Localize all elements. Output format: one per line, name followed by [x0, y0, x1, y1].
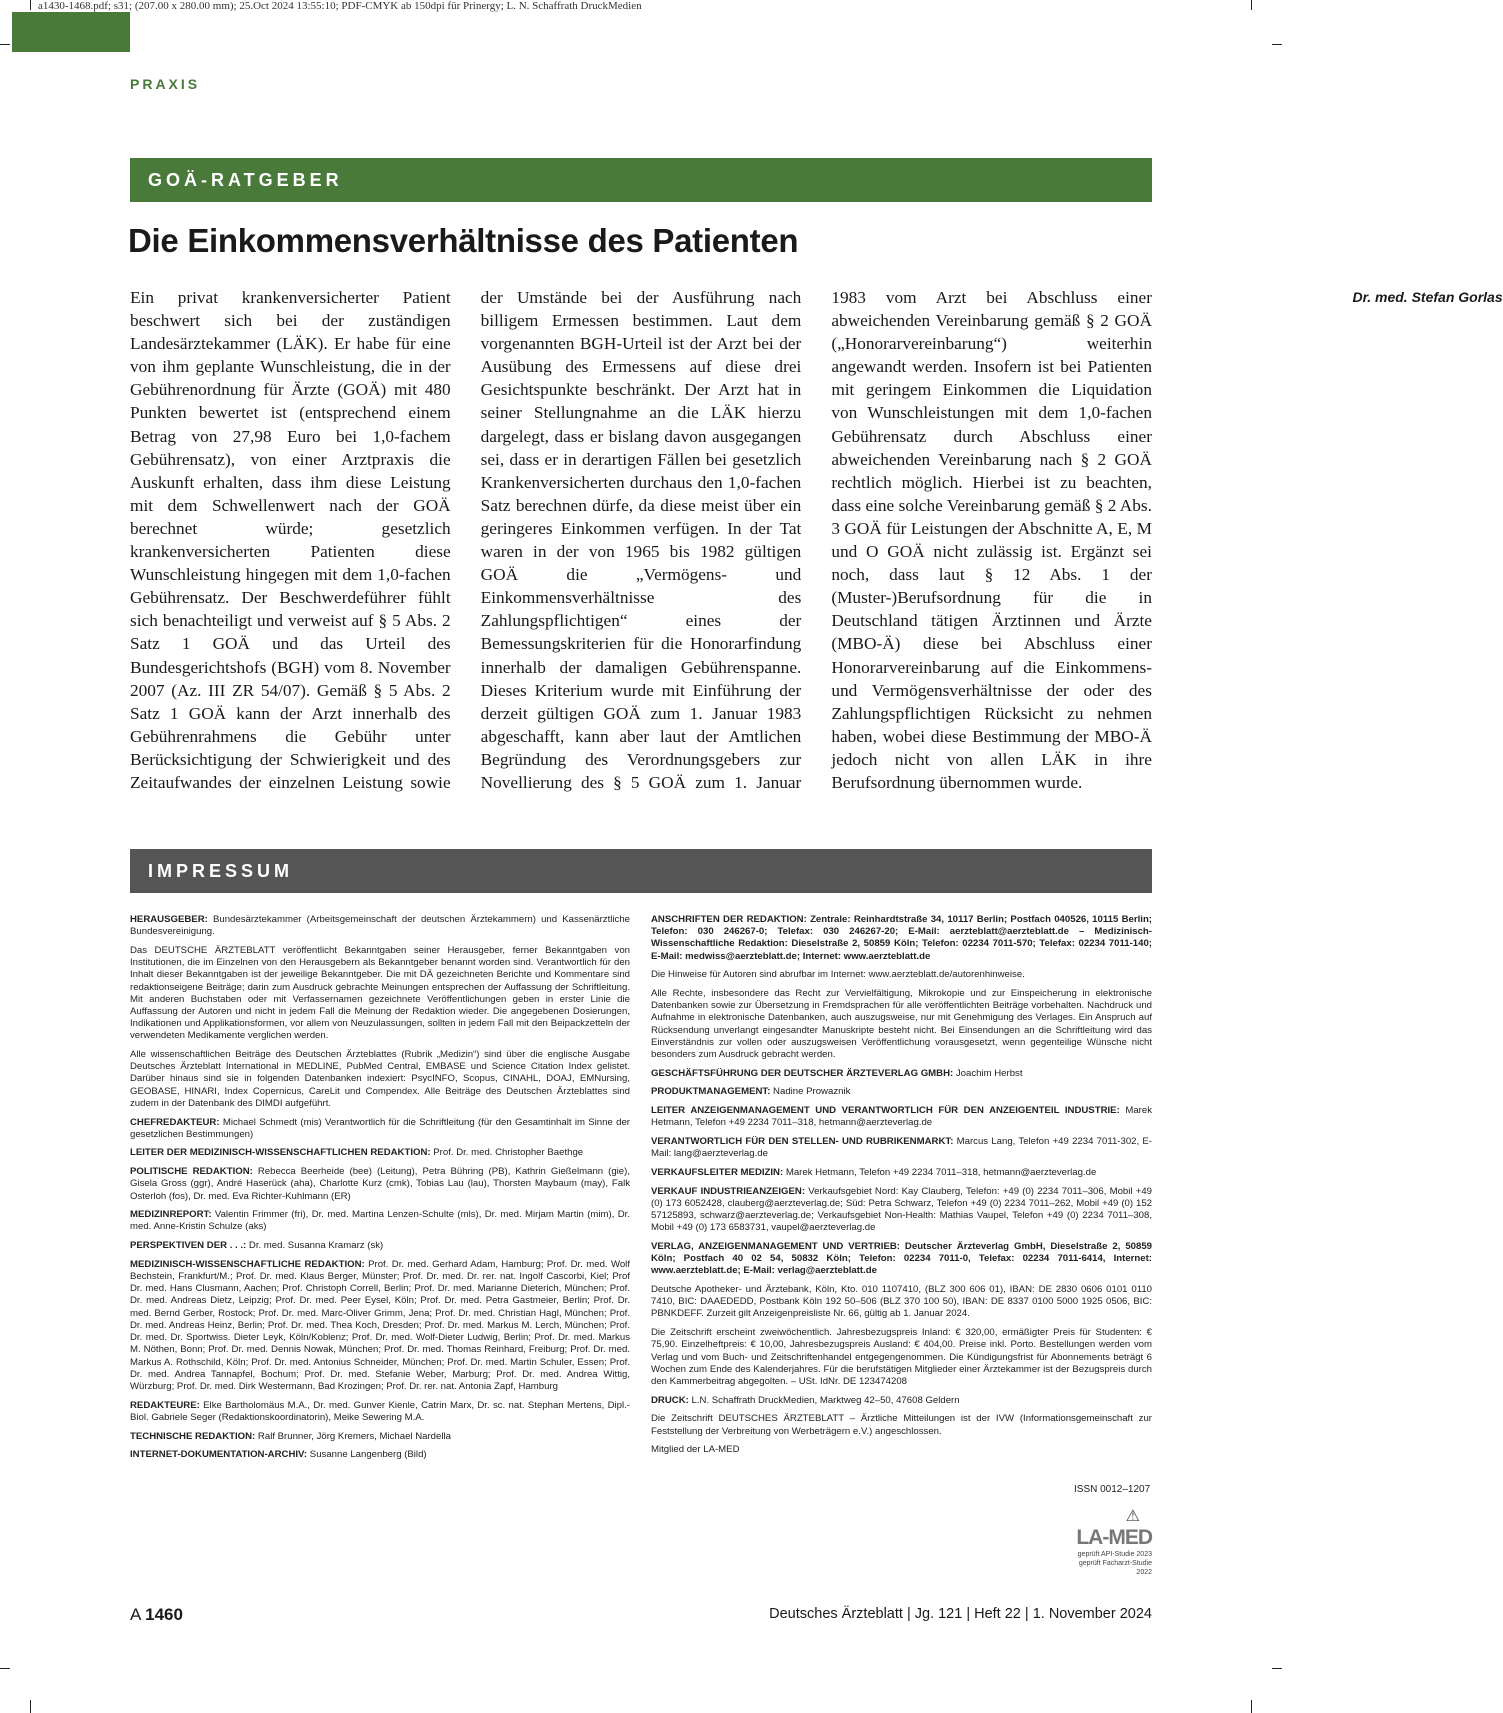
impressum-entry — [651, 1167, 1152, 1179]
impressum-key: VERKAUF INDUSTRIEANZEIGEN: — [651, 1185, 806, 1197]
section-color-tab — [12, 12, 130, 52]
impressum-entry — [130, 1209, 630, 1233]
impressum-text: Elke Bartholomäus M.A., Dr. med. Gunver Kienle, Catrin Marx, Dr. sc. nat. Stephan Mertens, Dipl.-Biol. Gabriele Seger (Redaktionskoordinatorin), Meike Sewering M.A. — [130, 1399, 630, 1423]
page-number-value: 1460 — [145, 1605, 183, 1624]
impressum-entry — [130, 1240, 630, 1252]
impressum-entry — [651, 1086, 1152, 1098]
impressum-text: Prof. Dr. med. Christopher Baethge — [430, 1147, 584, 1159]
impressum-text: Prof. Dr. med. Gerhard Adam, Hamburg; Prof. Dr. med. Wolf Bechstein, Frankfurt/M.; Prof. Dr. med. Klaus Berger, Münster; Prof. Dr. med. Dr. rer. nat. Ingolf Cascorbi, Kiel; Prof Dr. med. Hans Clusmann, Aachen; Prof. Christoph Correll, Berlin; Prof. Dr. med. Marianne Dieterich, München; Prof. Dr. med. Andreas Dietz, Leipzig; Prof. Dr. med. Peer Eysel, Köln; Prof. Dr. med. Petra Gastmeier, Berlin; Prof. Dr. med. Bernd Gerber, Rostock; Prof. Dr. med. Marc-Oliver Grimm, Jena; Prof. Dr. med. Christian Hagl, München; Prof. Dr. med. Andreas Heinz, Berlin; Prof. Dr. med. Thea Koch, Dresden; Prof. Dr. med. Markus M. Lerch, München; Prof. Dr. med. Dr. Sportwiss. Dieter Leyk, Köln/Koblenz; Prof. Dr. med. Wolf-Dieter Ludwig, Berlin; Prof. Dr. med. Markus M. Nöthen, Bonn; Prof. Dr. med. Dennis Nowak, München; Prof. Dr. med. Thomas Reinhard, Freiburg; Prof. Dr. med. Markus A. Rothschild, Köln; Prof. Dr. med. Antonius Schneider, München; Prof. Dr. med. Martin Schuler, Essen; Prof. Dr. med. Andrea Tannapfel, Bochum; Prof. Dr. med. Stefanie Weber, Marburg; Prof. Dr. med. Andrea Wittig, Würzburg; Prof. Dr. med. Dirk Westermann, Bad Krozingen; Prof. Dr. rer. nat. Antonia Zapf, Hamburg — [130, 1258, 630, 1392]
impressum-text: Bundesärztekammer (Arbeitsgemeinschaft der deutschen Ärztekammern) und Kassenärztliche Bundesvereinigung. — [130, 914, 630, 938]
impressum-text: Marek Hetmann, Telefon +49 2234 7011–318, hetmann@aerzteverlag.de — [783, 1166, 1097, 1178]
article-body — [130, 286, 1503, 796]
impressum-text: Valentin Frimmer (fri), Dr. med. Martina Lenzen-Schulte (mls), Dr. med. Mirjam Martin (mim), Dr. med. Anne-Kristin Schulze (aks) — [130, 1209, 630, 1233]
impressum-key: CHEFREDAKTEUR: — [130, 1116, 220, 1128]
impressum-text: Marcus Lang, Telefon +49 2234 7011-302, E-Mail: lang@aerzteverlag.de — [651, 1136, 1152, 1160]
impressum-key: DRUCK: — [651, 1394, 689, 1406]
impressum-entry — [130, 914, 630, 938]
impressum-text: Susanne Langenberg (Bild) — [307, 1449, 427, 1461]
impressum-entry — [130, 1147, 630, 1159]
journal-line: Deutsches Ärzteblatt | Jg. 121 | Heft 22 | 1. November 2024 — [769, 1606, 1152, 1622]
impressum-entry — [651, 1284, 1152, 1321]
impressum-entry — [130, 1117, 630, 1141]
article-headline: Die Einkommensverhältnisse des Patienten — [128, 222, 799, 259]
impressum-entry — [130, 1166, 630, 1203]
la-med-sub-1: geprüft API-Studie 2023 — [1077, 1551, 1152, 1558]
impressum-text: Die Zeitschrift DEUTSCHES ÄRZTEBLATT – Ärztliche Mitteilungen ist der IVW (Informationsgemeinschaft zur Feststellung der Verbreitung von Werbeträgern e.V.) angeschlossen. — [651, 1413, 1152, 1437]
impressum-key: GESCHÄFTSFÜHRUNG DER DEUTSCHER ÄRZTEVERLAG GMBH: — [651, 1067, 954, 1079]
impressum-entry — [651, 1241, 1152, 1278]
impressum-entry — [651, 1105, 1152, 1129]
crop-mark — [1272, 44, 1282, 45]
impressum-text: Die Hinweise für Autoren sind abrufbar im Internet: www.aerzteblatt.de/autorenhinweise. — [651, 969, 1025, 981]
impressum-key: TECHNISCHE REDAKTION: — [130, 1430, 256, 1442]
crop-mark — [30, 0, 31, 10]
impressum-entry — [130, 1259, 630, 1393]
issn: ISSN 0012–1207 — [1074, 1484, 1151, 1495]
impressum-entry — [651, 988, 1152, 1061]
impressum-key: PRODUKTMANAGEMENT: — [651, 1086, 771, 1098]
impressum-entry — [130, 1431, 630, 1443]
impressum-right-column — [651, 914, 1152, 1463]
crop-mark — [1272, 1668, 1282, 1669]
impressum-key: LEITER DER MEDIZINISCH-WISSENSCHAFTLICHEN REDAKTION: — [130, 1147, 431, 1159]
impressum-key: HERAUSGEBER: — [130, 914, 208, 925]
impressum-text: Die Zeitschrift erscheint zweiwöchentlich. Jahresbezugspreis Inland: € 320,00, ermäßigter Preis für Studenten: € 75,90. Einzelheftpreis: € 10,00, Jahresbezugspreis Ausland: € 404,00. Preise inkl. Porto. Bestellungen werden vom Verlag und vom Buch- und Zeitschriftenhandel entgegengenommen. Die Kündigungsfrist für Abonnements beträgt 6 Wochen zum Ende des Kalenderjahres. Für die berufstätigen Mitglieder einer Ärztekammer ist der Bezugspreis durch den Kammerbeitrag abgegolten. – USt. IdNr. DE 123474208 — [651, 1327, 1152, 1387]
impressum-text: Marek Hetmann, Telefon +49 2234 7011–318, hetmann@aerzteverlag.de — [651, 1105, 1152, 1129]
impressum-text: Rebecca Beerheide (bee) (Leitung), Petra Bühring (PB), Kathrin Gießelmann (gie), Gisela Gross (ggr), André Haserück (aha), Charlotte Kurz (cmk), Tobias Lau (lau), Thorsten Maybaum (may), Falk Osterloh (fos), Dr. med. Eva Richter-Kuhlmann (ER) — [130, 1166, 630, 1202]
impressum-entry — [651, 1136, 1152, 1160]
la-med-seal — [1070, 1506, 1152, 1576]
article-text: Ein privat krankenversicherter Patient beschwert sich bei der zuständigen Landesärztekammer (LÄK). Er habe für eine von ihm geplante Wunschleistung, die in der Gebührenordnung für Ärzte (GOÄ) mit 480 Punkten bewertet ist (entsprechend einem Betrag von 27,98 Euro bei 1,0-fachem Gebührensatz), von einer Arztpraxis die Auskunft erhalten, dass ihm diese Leistung mit dem Schwellenwert nach der GOÄ berechnet würde; gesetzlich krankenversicherten Patienten diese Wunschleistung hingegen mit dem 1,0-fachen Gebührensatz. Der Beschwerdeführer fühlt sich benachteiligt und verweist auf § 5 Abs. 2 Satz 1 GOÄ und das Urteil des Bundesgerichtshofs (BGH) vom 8. November 2007 (Az. III ZR 54/07). Gemäß § 5 Abs. 2 Satz 1 GOÄ kann der Arzt innerhalb des Gebührenrahmens die Gebühr unter Berücksichtigung der Schwierigkeit und des Zeitaufwandes der einzelnen Leistung sowie der Umstände bei der Ausführung nach billigem Ermessen bestimmen. Laut dem vorgenannten BGH-Urteil ist der Arzt bei der Ausübung des Ermessens auf diese drei Gesichtspunkte beschränkt. Der Arzt hat in seiner Stellungnahme an die LÄK hierzu dargelegt, dass er bislang davon ausgegangen sei, dass er in derartigen Fällen bei gesetzlich Krankenversicherten durchaus den 1,0-fachen Satz berechnen dürfe, da diese meist über ein geringeres Einkommen verfügen. In der Tat waren in der von 1965 bis 1982 gültigen GOÄ die „Vermögens- und Einkommensverhältnisse des Zahlungspflichtigen“ eines der Bemessungskriterien für die Honorarfindung innerhalb der damaligen Gebührenspanne. Dieses Kriterium wurde mit Einführung der derzeit gültigen GOÄ zum 1. Januar 1983 abgeschafft, kann aber laut der Amtlichen Begründung des Verordnungsgebers zur Novellierung des § 5 GOÄ zum 1. Januar 1983 vom Arzt bei Abschluss einer abweichenden Vereinbarung gemäß § 2 GOÄ („Honorarvereinbarung“) weiterhin angewandt werden. Insofern ist bei Patienten mit geringem Einkommen die Liquidation von Wunschleistungen mit dem 1,0-fachen Gebührensatz durch Abschluss einer abweichenden Vereinbarung nach § 2 GOÄ rechtlich möglich. Hierbei ist zu beachten, dass eine solche Vereinbarung gemäß § 2 Abs. 3 GOÄ für Leistungen der Abschnitte A, E, M und O GOÄ nicht zulässig ist. Ergänzt sei noch, dass laut § 12 Abs. 1 der (Muster-)Berufsordnung für die in Deutschland tätigen Ärztinnen und Ärzte (MBO-Ä) diese bei Abschluss einer Honorarvereinbarung auf die Einkommens- und Vermögensverhältnisse der oder des Zahlungspflichtigen Rücksicht zu nehmen haben, wobei diese Bestimmung der MBO-Ä jedoch nicht von allen LÄK in ihre Berufsordnung übernommen wurde. — [130, 288, 1152, 792]
impressum-text: Verkaufsgebiet Nord: Kay Clauberg, Telefon: +49 (0) 2234 7011–306, Mobil +49 (0) 173 6052428, clauberg@aerzteverlag.de; Süd: Petra Schwarz, Telefon +49 (0) 2234 7011–262, Mobil +49 (0) 152 57125893, schwarz@aerzteverlag.de; Verkaufsgebiet Non-Health: Mathias Vaupel, Telefon +49 (0) 2234 7011–308, Mobil +49 (0) 173 6583731, vaupel@aerzteverlag.de — [651, 1185, 1152, 1234]
impressum-entry — [130, 945, 630, 1043]
impressum-key: MEDIZINREPORT: — [130, 1209, 212, 1221]
impressum-key: REDAKTEURE: — [130, 1399, 200, 1411]
impressum-band: IMPRESSUM — [130, 849, 1152, 893]
impressum-key: INTERNET-DOKUMENTATION-ARCHIV: — [130, 1449, 308, 1461]
impressum-key: LEITER ANZEIGENMANAGEMENT UND VERANTWORTLICH FÜR DEN ANZEIGENTEIL INDUSTRIE: — [651, 1105, 1120, 1117]
impressum-key: POLITISCHE REDAKTION: — [130, 1166, 253, 1178]
impressum-text: Nadine Prowaznik — [770, 1086, 851, 1098]
impressum-entry — [651, 1444, 1152, 1456]
impressum-entry — [651, 969, 1152, 981]
impressum-entry — [651, 1186, 1152, 1235]
print-slug: a1430-1468.pdf; s31; (207.00 x 280.00 mm); 25.Oct 2024 13:55:10; PDF-CMYK ab 150dpi für Prinergy; L. N. Schaffrath DruckMedien — [38, 0, 642, 12]
impressum-entry — [651, 1395, 1152, 1407]
impressum-key: VERLAG, ANZEIGENMANAGEMENT UND VERTRIEB: Deutscher Ärzteverlag GmbH, Dieselstraße 2, 50859 Köln; Postfach 40 02 54, 50832 Köln; Telefon: 02234 7011-0, Telefax: 02234 7011-6414, Internet: www.aerzteblatt.de; E-Mail: verlag@aerzteblatt.de — [651, 1240, 1152, 1277]
page-prefix: A — [130, 1605, 141, 1624]
warning-triangle-icon: ⚠ — [1125, 1508, 1140, 1525]
article-author: Dr. med. Stefan Gorlas — [1352, 289, 1503, 305]
impressum-text: Ralf Brunner, Jörg Kremers, Michael Nardella — [255, 1430, 451, 1442]
impressum-key: VERANTWORTLICH FÜR DEN STELLEN- UND RUBRIKENMARKT: — [651, 1136, 954, 1148]
impressum-entry — [651, 914, 1152, 963]
impressum-entry — [130, 1449, 630, 1461]
impressum-text: Mitglied der LA-MED — [651, 1444, 740, 1456]
rubric-band: GOÄ-RATGEBER — [130, 158, 1152, 202]
impressum-key: MEDIZINISCH-WISSENSCHAFTLICHE REDAKTION: — [130, 1258, 365, 1270]
impressum-text: Alle wissenschaftlichen Beiträge des Deutschen Ärzteblattes (Rubrik „Medizin“) sind über die englische Ausgabe Deutsches Ärzteblatt International in MEDLINE, PubMed Central, EMBASE und Science Citation Index gelistet. Darüber hinaus sind sie in folgenden Datenbanken indexiert: PsycINFO, Scopus, CINAHL, DOAJ, EMNursing, GEOBASE, HINARI, Index Copernicus, CareLit und Compendex. Alle Beiträge des Deutschen Ärzteblattes sind zudem in der Datenbank des DIMDI aufgeführt. — [130, 1049, 630, 1109]
impressum-text: Deutsche Apotheker- und Ärztebank, Köln, Kto. 010 1107410, (BLZ 300 606 01), IBAN: DE 2830 0606 0101 0110 7410, BIC: DAAEDEDD, Postbank Köln 192 50–506 (BLZ 370 100 50), IBAN: DE 8337 0100 5000 1925 0506, BIC: PBNKDEFF. Zurzeit gilt Anzeigenpreisliste Nr. 66, gültig ab 1. Januar 2024. — [651, 1284, 1152, 1320]
impressum-text: Michael Schmedt (mis) Verantwortlich für die Schriftleitung (für den Gesamtinhalt im Sinne der gesetzlichen Bestimmungen) — [130, 1116, 630, 1140]
section-label: PRAXIS — [130, 76, 201, 92]
la-med-logo: LA-MED — [1076, 1526, 1152, 1549]
impressum-entry — [651, 1327, 1152, 1388]
impressum-entry — [130, 1400, 630, 1424]
impressum-key: VERKAUFSLEITER MEDIZIN: — [651, 1166, 784, 1178]
impressum-text: L.N. Schaffrath DruckMedien, Marktweg 42–50, 47608 Geldern — [688, 1394, 960, 1406]
la-med-sub-2: geprüft Facharzt-Studie 2022 — [1078, 1560, 1152, 1576]
impressum-entry — [651, 1068, 1152, 1080]
impressum-text: Das DEUTSCHE ÄRZTEBLATT veröffentlicht Bekanntgaben seiner Herausgeber, ferner Bekanntgaben von Institutionen, die im Einzelnen von den Herausgebern als Bekanntgeber benannt worden sind. Verantwortlich für den Inhalt dieser Bekanntgaben ist der jeweilige Bekanntgeber. Die mit DÄ gezeichneten Berichte und Kommentare sind redaktionseigene Beiträge; darin zum Ausdruck gebrachte Meinungen entsprechen der Auffassung der Schriftleitung. Mit anderen Buchstaben oder mit Verfassernamen gezeichnete Veröffentlichungen geben in erster Linie die Auffassung der Autoren und nicht in jedem Fall die Meinung der Redaktion wieder. Die angegebenen Dosierungen, Indikationen und Applikationsformen, vor allem von Neuzulassungen, sollten in jedem Fall mit den Beipackzetteln der verwendeten Medikamente verglichen werden. — [130, 944, 630, 1042]
impressum-key: ANSCHRIFTEN DER REDAKTION: Zentrale: Reinhardtstraße 34, 10117 Berlin; Postfach 040526, 10115 Berlin; Telefon: 030 246267-0; Telefax: 030 246267-20; E-Mail: aerzteblatt@aerzteblatt.de – Medizinisch-Wissenschaftliche Redaktion: Dieselstraße 2, 50859 Köln; Telefon: 02234 7011-570; Telefax: 02234 7011-140; E-Mail: medwiss@aerzteblatt.de; Internet: www.aerzteblatt.de — [651, 914, 1152, 962]
crop-mark — [1251, 1700, 1252, 1713]
crop-mark — [1251, 0, 1252, 10]
impressum-entry — [651, 1413, 1152, 1437]
page-number — [130, 1605, 183, 1625]
impressum-entry — [130, 1049, 630, 1110]
impressum-text: Joachim Herbst — [953, 1067, 1023, 1079]
crop-mark — [0, 44, 10, 45]
impressum-left-column — [130, 914, 630, 1468]
impressum-key: PERSPEKTIVEN DER . . .: — [130, 1240, 247, 1252]
crop-mark — [30, 1700, 31, 1713]
impressum-text: Alle Rechte, insbesondere das Recht zur Vervielfältigung, Mikrokopie und zur Einspeicherung in elektronische Datenbanken sowie zur Übersetzung in Fremdsprachen für alle veröffentlichten Beiträge vorbehalten. Nachdruck und Aufnahme in elektronische Datenbanken, auch auszugsweise, nur mit Genehmigung des Verlages. Ein Anspruch auf Rücksendung unverlangt eingesandter Manuskripte besteht nicht. Bei Einsendungen an die Schriftleitung wird das Einverständnis zur vollen oder auszugsweisen Veröffentlichung vorausgesetzt, wenn gegenteilige Wünsche nicht besonders zum Ausdruck gebracht werden. — [651, 988, 1152, 1061]
crop-mark — [0, 1668, 10, 1669]
impressum-text: Dr. med. Susanna Kramarz (sk) — [246, 1240, 384, 1252]
